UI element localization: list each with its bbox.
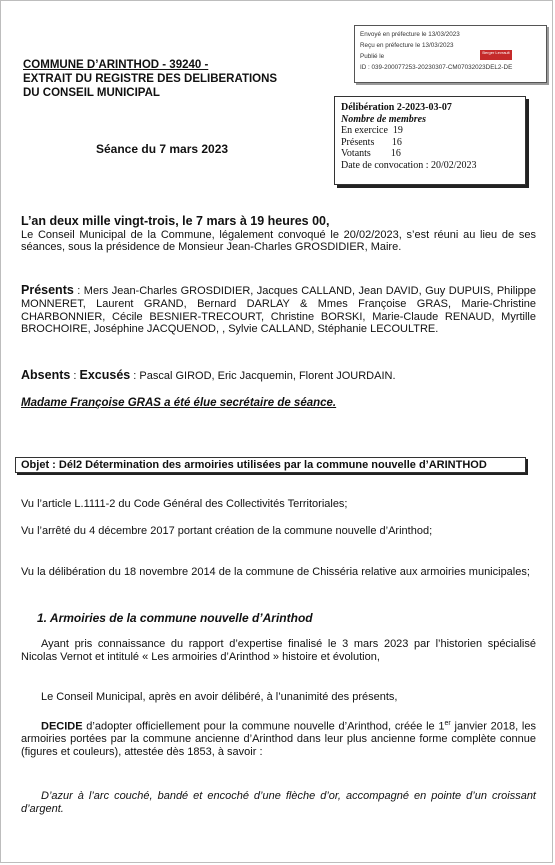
convocation-date: Date de convocation : 20/02/2023	[341, 159, 477, 171]
members-present: Présents 16	[341, 136, 402, 148]
legal-reference-1: Vu l’article L.1111-2 du Code Général des Collectivités Territoriales;	[21, 498, 348, 510]
section-heading: 1. Armoiries de la commune nouvelle d’Arinthod	[37, 611, 313, 625]
decision-superscript: er	[444, 720, 451, 727]
legal-reference-3: Vu la délibération du 18 novembre 2014 de la commune de Chisséria relative aux armoiries municipales;	[21, 566, 530, 578]
deliberation-reference: Délibération 2-2023-03-07	[341, 102, 452, 113]
decision-text-b: janvier 2018, les armoiries portées par la commune ancienne d’Arinthod dans leur plus ancienne forme complète connue (figures et couleurs), attestée dès 1853, à savoir :	[21, 720, 536, 759]
stamp-id: ID : 039-200077253-20230307-CM07032023DEL2-DE	[360, 64, 513, 71]
legal-reference-2: Vu l’arrêté du 4 décembre 2017 portant création de la commune nouvelle d’Arinthod;	[21, 525, 433, 537]
attendees-paragraph	[21, 284, 536, 336]
intro-lead: L’an deux mille vingt-trois, le 7 mars à 19 heures 00,	[21, 214, 330, 228]
expertise-paragraph: Ayant pris connaissance du rapport d’expertise finalisé le 3 mars 2023 par l’historien spécialisé Nicolas Vernot et intitulé « Les armoiries d’Arinthod » histoire et évolution,	[21, 638, 536, 663]
commune-title: COMMUNE D’ARINTHOD - 39240 -	[23, 59, 209, 71]
absentees-label: Absents	[21, 368, 71, 382]
absentees-separator: :	[70, 370, 80, 382]
decision-paragraph	[21, 718, 536, 759]
session-date: Séance du 7 mars 2023	[96, 142, 229, 156]
excused-list: : Pascal GIROD, Eric Jacquemin, Florent JOURDAIN.	[130, 370, 396, 382]
registry-title: EXTRAIT DU REGISTRE DES DELIBERATIONS	[23, 73, 278, 85]
members-heading: Nombre de membres	[341, 113, 426, 125]
blazon-description: D’azur à l’arc couché, bandé et encoché d’une flèche d’or, accompagné en pointe d’un croissant d’argent.	[21, 790, 536, 815]
stamp-published: Publié le	[360, 53, 385, 60]
decide-keyword: DECIDE	[41, 720, 83, 733]
intro-text: Le Conseil Municipal de la Commune, légalement convoqué le 20/02/2023, s’est réuni au lieu de ses séances, sous la présidence de Monsieur Jean-Charles GROSDIDIER, Maire.	[21, 228, 536, 254]
council-deliberation-paragraph: Le Conseil Municipal, après en avoir délibéré, à l’unanimité des présents,	[41, 691, 398, 703]
stamp-received: Reçu en préfecture le 13/03/2023	[360, 42, 454, 49]
subject-box: Objet : Dél2 Détermination des armoiries utilisées par la commune nouvelle d’ARINTHOD	[15, 457, 526, 473]
council-title: DU CONSEIL MUNICIPAL	[23, 87, 160, 99]
session-secretary: Madame Françoise GRAS a été élue secrétaire de séance.	[21, 397, 337, 409]
stamp-sent: Envoyé en préfecture le 13/03/2023	[360, 31, 460, 38]
attendees-list: : Mers Jean-Charles GROSDIDIER, Jacques CALLAND, Jean DAVID, Guy DUPUIS, Philippe MONNERET, Laurent GRAND, Bernard DARLAY & Mmes Françoise GRAS, Marie-Christine CHARBONNIER, Cécile BESNIER-TRECOURT, Christine BORSKI, Marie-Claude RENAUD, Myrtille BROCHOIRE, Joséphine JACQUENOD, , Sylvie CALLAND, Stéphanie LECOULTRE.	[21, 285, 536, 336]
attendees-label: Présents	[21, 283, 74, 297]
members-in-office: En exercice 19	[341, 125, 403, 137]
berger-levrault-logo: Berger Levrault	[480, 50, 512, 60]
prefecture-stamp	[354, 25, 547, 83]
decision-text-a: d’adopter officiellement pour la commune nouvelle d’Arinthod, créée le 1	[82, 720, 445, 733]
intro-paragraph	[21, 215, 536, 254]
excused-label: Excusés	[79, 368, 131, 382]
document-header	[23, 58, 277, 100]
members-voting: Votants 16	[341, 148, 401, 160]
deliberation-info-box	[334, 96, 526, 185]
absentees-paragraph	[21, 368, 536, 382]
